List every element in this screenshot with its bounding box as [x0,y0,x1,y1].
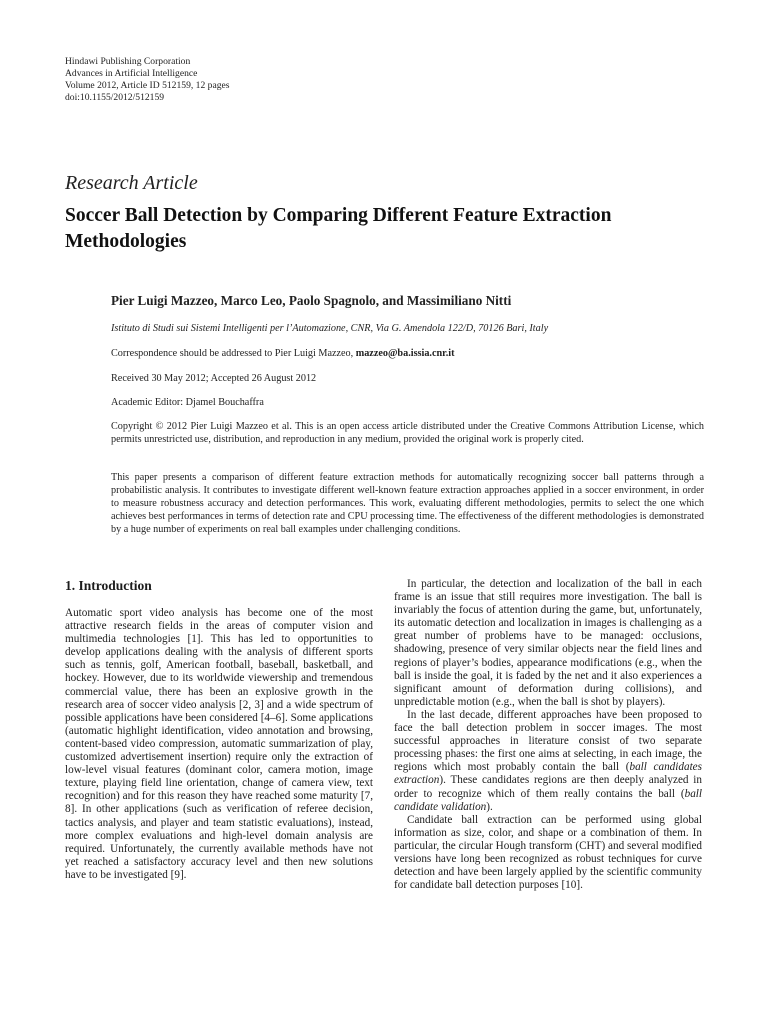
academic-editor: Academic Editor: Djamel Bouchaffra [111,397,264,408]
journal-name: Advances in Artificial Intelligence [65,68,198,80]
intro-paragraph-1: Automatic sport video analysis has become one of the most attractive research fields in the areas of computer vision and multimedia technologies [1]. This has led to opportunities to develop applications dealing with the analysis of different sports such as tennis, golf, American football, baseball, basketball, and hockey. However, due to its worldwide viewership and tremendous commercial value, there has been an explosive growth in the research area of soccer video analysis [2, 3] and a wide spectrum of possible applications have been considered [4–6]. Some applications (automatic highlight identification, video annotation and browsing, content-based video compression, automatic summarization of play, customized advertisement insertion) require only the extraction of low-level visual features (dominant color, camera motion, image texture, playing field line orientation, change of camera view, text recognition) and for this reason they have reached some maturity [7, 8]. In other applications (such as verification of referee decision, tactics analysis, and player and team statistic evaluations), instead, more complex evaluations and high-level domain analysis are required. Unfortunately, the currently available methods have not yet reached a satisfactory accuracy level and then new solutions have to be investigated [9]. [65,607,373,881]
doi: doi:10.1155/2012/512159 [65,92,165,104]
correspondence-email[interactable]: mazzeo@ba.issia.cnr.it [355,348,455,359]
intro-paragraph-3 [394,709,702,814]
paper-title: Soccer Ball Detection by Comparing Different Feature Extraction Methodologies [65,205,612,252]
abstract: This paper presents a comparison of different feature extraction methods for automatically recognizing soccer ball patterns through a probabilistic analysis. It contributes to investigate different well-known feature extraction approaches applied in a soccer environment, in order to measure robustness accuracy and detection performances. This work, evaluating different methodologies, permits to select the one which achieves best performances in terms of detection rate and CPU processing time. The effectiveness of the different methodologies is demonstrated by a huge number of experiments on real ball examples under challenging conditions. [111,472,704,535]
correspondence [111,348,704,359]
journal-header [65,56,230,104]
left-column [65,578,373,882]
dates: Received 30 May 2012; Accepted 26 August 2012 [111,373,317,384]
intro-paragraph-2: In particular, the detection and localization of the ball in each frame is an issue that still requires more investigation. The ball is invariably the focus of attention during the game, but, unfortunately, its automatic detection and localization in images is challenging as a great number of problems have to be managed: occlusions, shadowing, presence of very similar objects near the field lines and regions of player’s bodies, appearance modifications (e.g., when the ball is inside the goal, it is faded by the net and it also experiences a significant amount of deformation during collisions), and unpredictable motion (e.g., when the ball is shot by players). [394,578,702,708]
publisher: Hindawi Publishing Corporation [65,56,191,67]
para3-emphasis-1: ball candidates extraction [394,761,702,787]
right-column [394,578,702,892]
article-type: Research Article [65,172,198,194]
para3-text-a: In the last decade, different approaches have been proposed to face the ball detection problem in soccer images. The most successful approaches in literature consist of two separate processing phases: the first one aims at selecting, in each image, the regions which most probably contain the ball ( [394,708,702,774]
para3-text-b: ). These candidates regions are then deeply analyzed in order to recognize which of them really contains the ball ( [394,774,702,800]
para3-text-c: ). [486,800,493,813]
volume-info: Volume 2012, Article ID 512159, 12 pages [65,80,230,92]
authors: Pier Luigi Mazzeo, Marco Leo, Paolo Spagnolo, and Massimiliano Nitti [111,293,512,308]
copyright: Copyright © 2012 Pier Luigi Mazzeo et al. This is an open access article distributed under the Creative Commons Attribution License, which permits unrestricted use, distribution, and reproduction in any medium, provided the original work is properly cited. [111,421,704,445]
affiliation: Istituto di Studi sui Sistemi Intelligenti per l’Automazione, CNR, Via G. Amendola 122/D, 70126 Bari, Italy [111,323,549,334]
correspondence-text: Correspondence should be addressed to Pier Luigi Mazzeo, [111,348,356,359]
intro-paragraph-4: Candidate ball extraction can be performed using global information as size, color, and shape or a combination of them. In particular, the circular Hough transform (CHT) and several modified versions have long been recognized as robust techniques for curve detection and have been largely applied by the scientific community for candidate ball detection purposes [10]. [394,813,702,892]
section-heading: 1. Introduction [65,578,152,593]
para3-emphasis-2: ball candidate validation [394,787,702,813]
